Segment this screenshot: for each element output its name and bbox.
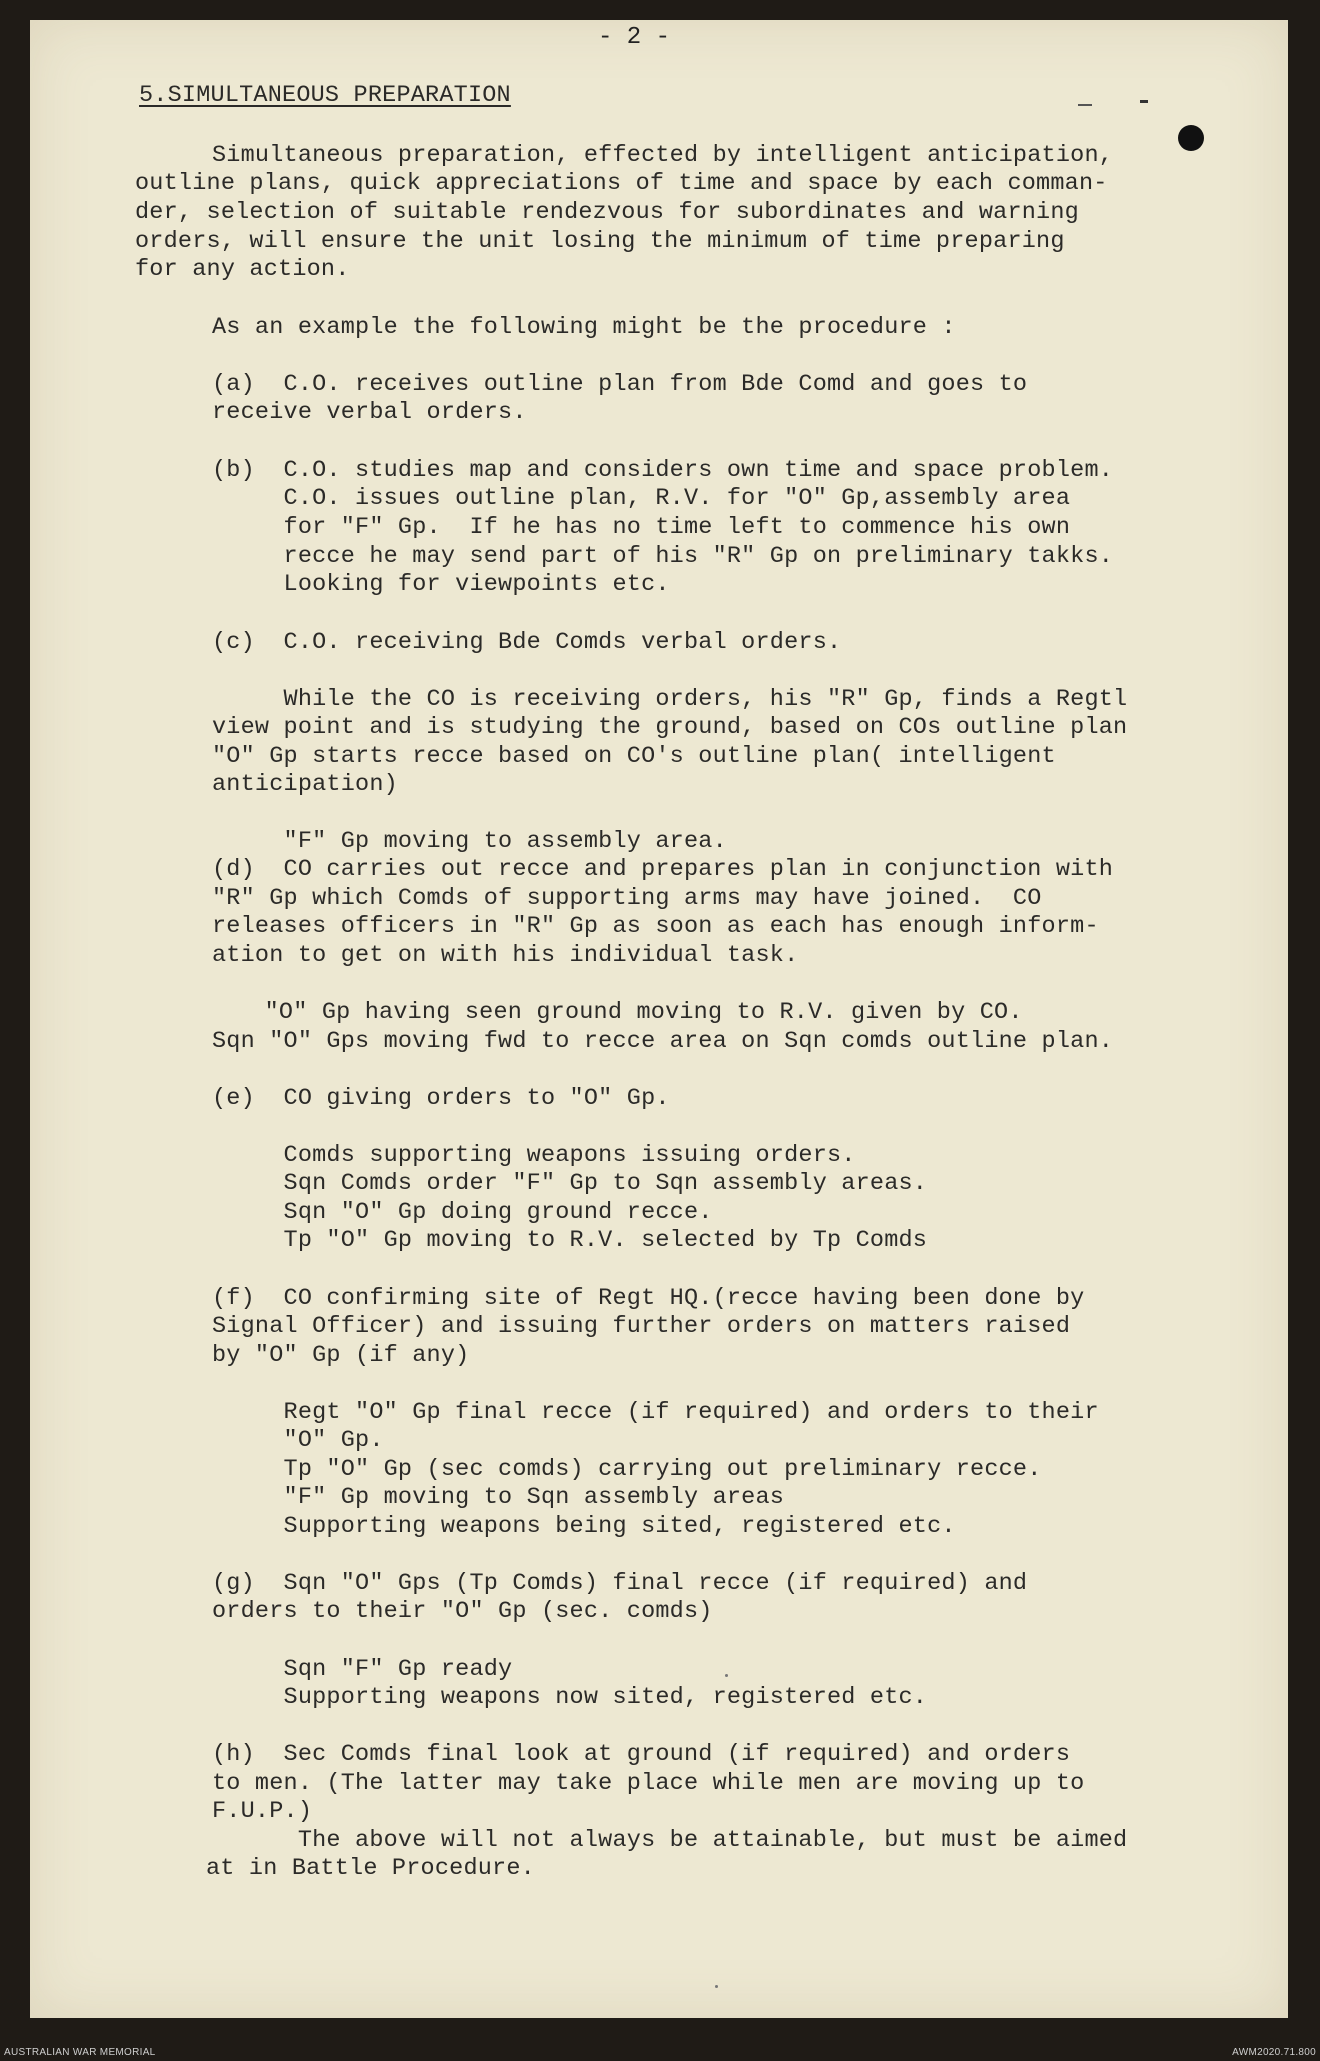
step-c-detail: While the CO is receiving orders, his "R" Gp, finds a Regtl bbox=[212, 686, 1128, 713]
intro-line: orders, will ensure the unit losing the minimum of time preparing bbox=[135, 228, 1065, 255]
ink-mark bbox=[1140, 100, 1148, 103]
closing-line: The above will not always be attainable, but must be aimed bbox=[212, 1827, 1128, 1854]
step-h-line: (h) Sec Comds final look at ground (if required) and orders bbox=[212, 1741, 1071, 1768]
step-g-detail: Sqn "F" Gp ready bbox=[212, 1656, 513, 1683]
example-intro: As an example the following might be the procedure : bbox=[212, 314, 956, 341]
step-c-detail: anticipation) bbox=[212, 771, 398, 798]
step-f-detail: "O" Gp. bbox=[212, 1427, 384, 1454]
step-b-line: C.O. issues outline plan, R.V. for "O" Gp,assembly area bbox=[212, 485, 1071, 512]
step-c-detail: "O" Gp starts recce based on CO's outline plan( intelligent bbox=[212, 743, 1056, 770]
step-h-line: F.U.P.) bbox=[212, 1798, 313, 1825]
intro-line: Simultaneous preparation, effected by intelligent anticipation, bbox=[212, 142, 1114, 169]
step-c-detail: view point and is studying the ground, based on COs outline plan bbox=[212, 714, 1128, 741]
step-f-detail: "F" Gp moving to Sqn assembly areas bbox=[212, 1484, 785, 1511]
step-c-line: (c) C.O. receiving Bde Comds verbal orders. bbox=[212, 629, 842, 656]
step-d-line: (d) CO carries out recce and prepares plan in conjunction with bbox=[212, 856, 1114, 883]
step-h-line: to men. (The latter may take place while men are moving up to bbox=[212, 1770, 1085, 1797]
step-b-line: Looking for viewpoints etc. bbox=[212, 571, 670, 598]
page-number: - 2 - bbox=[598, 24, 671, 51]
step-d-line: releases officers in "R" Gp as soon as each has enough inform- bbox=[212, 913, 1099, 940]
step-c-f-group: "F" Gp moving to assembly area. bbox=[212, 828, 727, 855]
section-heading: 5.SIMULTANEOUS PREPARATION bbox=[139, 82, 511, 109]
step-e-detail: Comds supporting weapons issuing orders. bbox=[212, 1142, 856, 1169]
step-f-line: by "O" Gp (if any) bbox=[212, 1342, 470, 1369]
step-d-line: "R" Gp which Comds of supporting arms may have joined. CO bbox=[212, 885, 1042, 912]
step-e-detail: Sqn Comds order "F" Gp to Sqn assembly areas. bbox=[212, 1170, 928, 1197]
step-d-line: ation to get on with his individual task. bbox=[212, 942, 799, 969]
step-f-line: (f) CO confirming site of Regt HQ.(recce having been done by bbox=[212, 1285, 1085, 1312]
step-g-detail: Supporting weapons now sited, registered etc. bbox=[212, 1684, 928, 1711]
intro-line: der, selection of suitable rendezvous for subordinates and warning bbox=[135, 199, 1079, 226]
closing-line: at in Battle Procedure. bbox=[206, 1855, 535, 1882]
ink-mark bbox=[1078, 104, 1092, 106]
step-f-line: Signal Officer) and issuing further orders on matters raised bbox=[212, 1313, 1071, 1340]
step-f-detail: Regt "O" Gp final recce (if required) and orders to their bbox=[212, 1399, 1099, 1426]
step-e-detail: Tp "O" Gp moving to R.V. selected by Tp Comds bbox=[212, 1227, 928, 1254]
footer-reference: AWM2020.71.800 bbox=[1232, 2047, 1316, 2058]
step-b-line: recce he may send part of his "R" Gp on preliminary takks. bbox=[212, 543, 1114, 570]
step-d-detail: "O" Gp having seen ground moving to R.V. given by CO. bbox=[236, 999, 1023, 1026]
step-a-line: receive verbal orders. bbox=[212, 399, 527, 426]
intro-line: for any action. bbox=[135, 256, 350, 283]
step-e-line: (e) CO giving orders to "O" Gp. bbox=[212, 1085, 670, 1112]
ink-speck bbox=[715, 1985, 718, 1988]
intro-line: outline plans, quick appreciations of time and space by each comman- bbox=[135, 170, 1108, 197]
step-b-line: (b) C.O. studies map and considers own time and space problem. bbox=[212, 457, 1114, 484]
step-e-detail: Sqn "O" Gp doing ground recce. bbox=[212, 1199, 713, 1226]
ink-speck bbox=[725, 1674, 728, 1677]
step-f-detail: Supporting weapons being sited, registered etc. bbox=[212, 1513, 956, 1540]
footer-institution: AUSTRALIAN WAR MEMORIAL bbox=[4, 2047, 156, 2058]
step-f-detail: Tp "O" Gp (sec comds) carrying out preliminary recce. bbox=[212, 1456, 1042, 1483]
step-b-line: for "F" Gp. If he has no time left to commence his own bbox=[212, 514, 1071, 541]
punch-hole bbox=[1178, 125, 1204, 151]
step-d-detail: Sqn "O" Gps moving fwd to recce area on Sqn comds outline plan. bbox=[212, 1028, 1114, 1055]
step-g-line: (g) Sqn "O" Gps (Tp Comds) final recce (if required) and bbox=[212, 1570, 1028, 1597]
step-g-line: orders to their "O" Gp (sec. comds) bbox=[212, 1598, 713, 1625]
step-a-line: (a) C.O. receives outline plan from Bde Comd and goes to bbox=[212, 371, 1028, 398]
